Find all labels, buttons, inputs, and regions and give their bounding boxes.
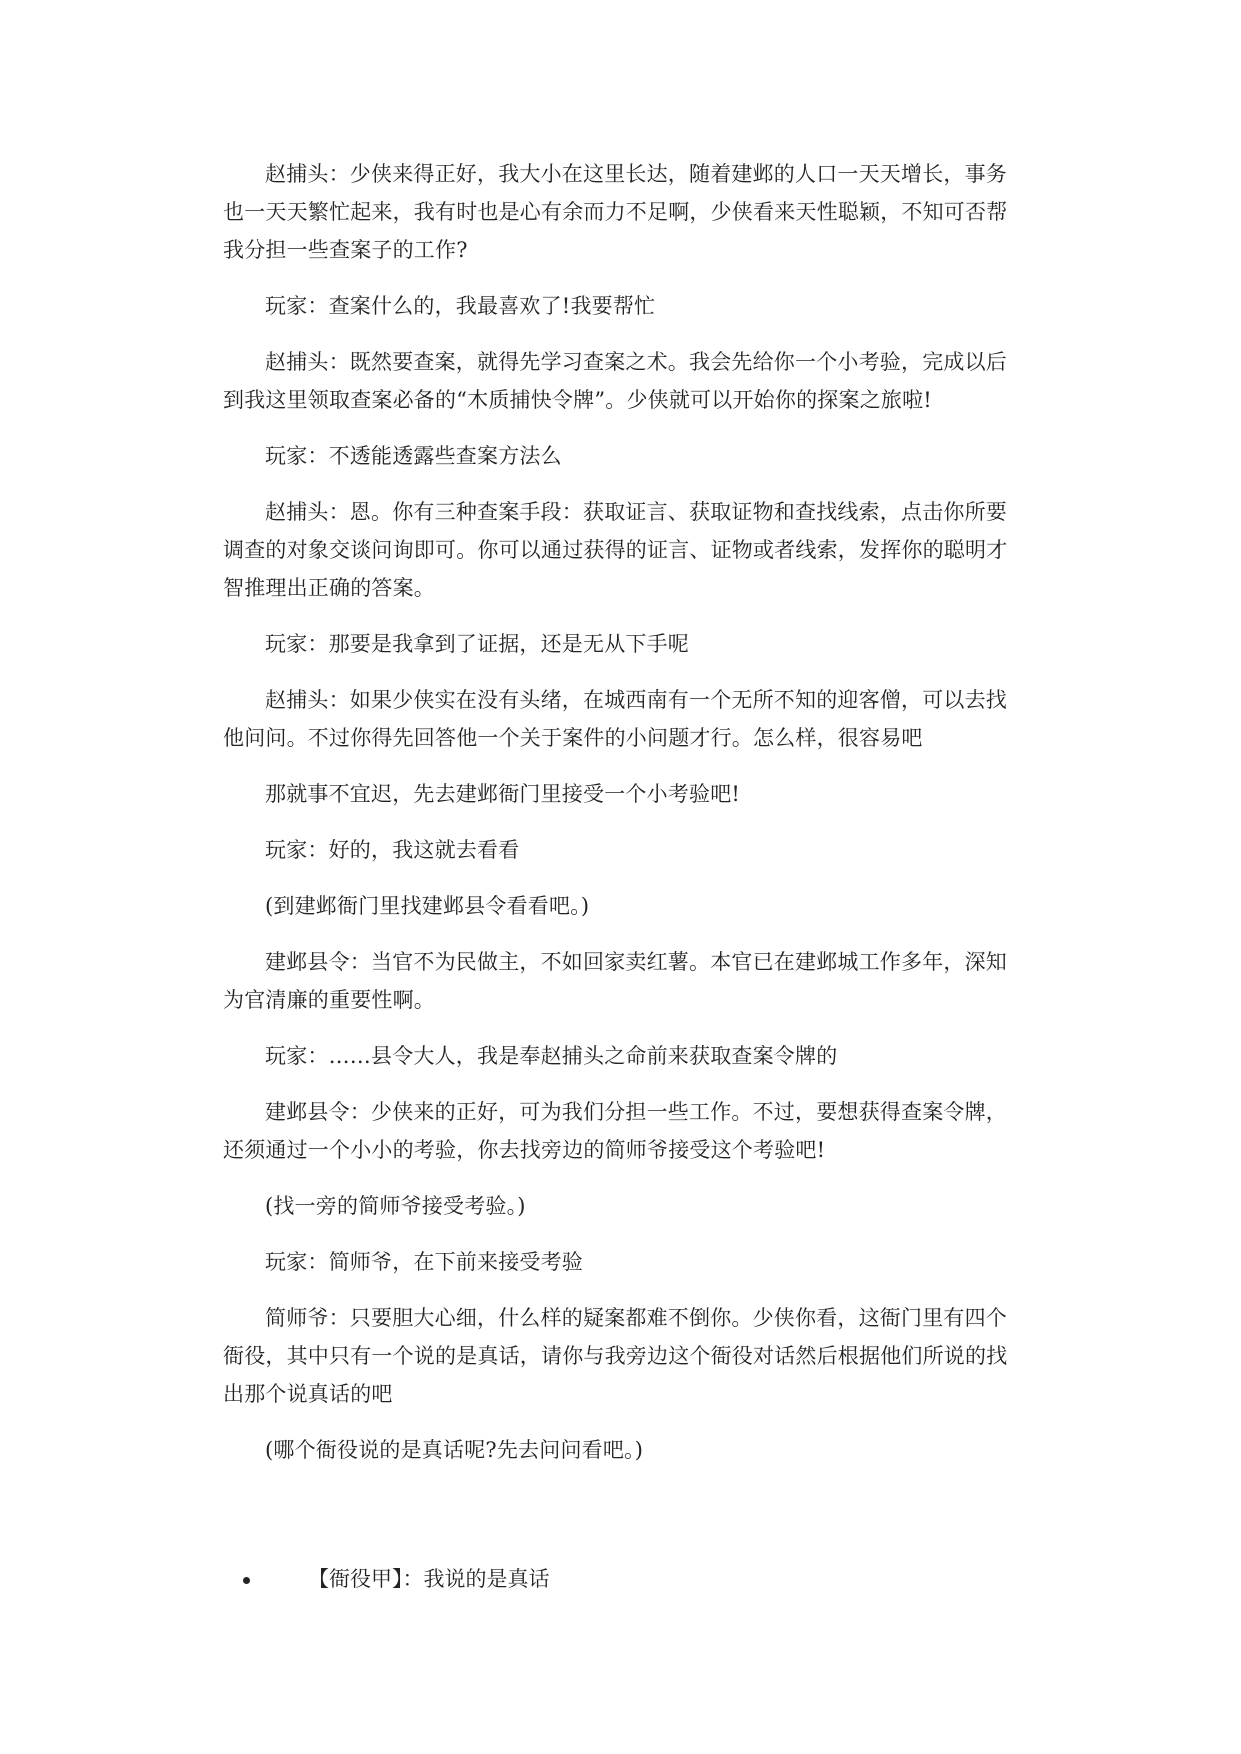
paragraph: 玩家：不透能透露些查案方法么	[265, 444, 562, 468]
paragraph: 简师爷：只要胆大心细，什么样的疑案都难不倒你。少侠你看，这衙门里有四个衙役，其中只有一个说的是真话，请你与我旁边这个衙役对话然后根据他们所说的找出那个说真话的吧	[223, 1306, 1008, 1406]
paragraph: 玩家：……县令大人，我是奉赵捕头之命前来获取查案令牌的	[265, 1044, 838, 1068]
paragraph: 建邺县令：少侠来的正好，可为我们分担一些工作。不过，要想获得查案令牌，还须通过一个小小的考验，你去找旁边的简师爷接受这个考验吧!	[223, 1100, 1007, 1162]
paragraph: 赵捕头：既然要查案，就得先学习查案之术。我会先给你一个小考验，完成以后到我这里领取查案必备的“木质捕快令牌”。少侠就可以开始你的探案之旅啦!	[223, 350, 1007, 412]
paragraph: 玩家：那要是我拿到了证据，还是无从下手呢	[265, 632, 689, 656]
list-item	[223, 1560, 1023, 1598]
paragraph: (到建邺衙门里找建邺县令看看吧。)	[265, 894, 590, 918]
paragraph: 那就事不宜迟，先去建邺衙门里接受一个小考验吧!	[265, 782, 741, 806]
paragraph: 赵捕头：恩。你有三种查案手段：获取证言、获取证物和查找线索，点击你所要调查的对象交谈问询即可。你可以通过获得的证言、证物或者线索，发挥你的聪明才智推理出正确的答案。	[223, 500, 1008, 600]
bullet-dot-icon	[243, 1577, 250, 1584]
bullet-list	[223, 1560, 1023, 1598]
paragraph: 建邺县令：当官不为民做主，不如回家卖红薯。本官已在建邺城工作多年，深知为官清廉的重要性啊。	[223, 950, 1007, 1012]
paragraph: 赵捕头：如果少侠实在没有头绪，在城西南有一个无所不知的迎客僧，可以去找他问问。不过你得先回答他一个关于案件的小问题才行。怎么样，很容易吧	[223, 688, 1007, 750]
paragraph: (哪个衙役说的是真话呢?先去问问看吧。)	[265, 1438, 644, 1462]
paragraph: (找一旁的简师爷接受考验。)	[265, 1194, 526, 1218]
paragraph: 玩家：查案什么的，我最喜欢了!我要帮忙	[265, 294, 656, 318]
paragraph: 玩家：简师爷，在下前来接受考验	[265, 1250, 583, 1274]
paragraph: 玩家：好的，我这就去看看	[265, 838, 520, 862]
paragraph: 赵捕头：少侠来得正好，我大小在这里长达，随着建邺的人口一天天增长，事务也一天天繁忙起来，我有时也是心有余而力不足啊，少侠看来天性聪颖，不知可否帮我分担一些查案子的工作?	[223, 162, 1008, 262]
document-body	[223, 155, 1023, 1487]
list-item-text: 【衙役甲】：我说的是真话	[308, 1567, 550, 1591]
